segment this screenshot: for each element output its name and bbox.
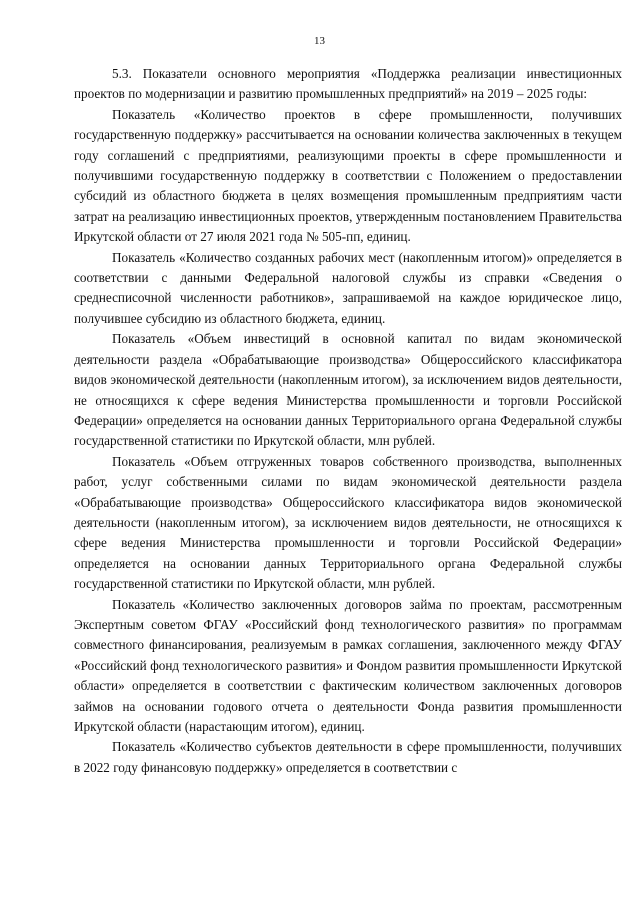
paragraph-supported-entities-indicator: Показатель «Количество субъектов деятельности в сфере промышленности, получивших в 2022 году финансовую поддержку» определяется в соответствии с (74, 739, 622, 775)
paragraph-loan-agreements-indicator: Показатель «Количество заключенных договоров займа по проектам, рассмотренным Экспертным советом ФГАУ «Российский фонд технологического развития» по программам совместного финансирования, реализуемым в рамках соглашения, заключенного между ФГАУ «Российский фонд технологического развития» и Фондом развития промышленности Иркутской области» определяется в соответствии с фактическим количеством заключенных договоров займов на основании годового отчета о деятельности Фонда развития промышленности Иркутской области (нарастающим итогом), единиц. (74, 596, 622, 734)
page-number: 13 (314, 35, 325, 47)
document-body (74, 64, 622, 778)
paragraph-jobs-created-indicator: Показатель «Количество созданных рабочих мест (накопленным итогом)» определяется в соответствии с данными Федеральной налоговой службы из справки «Сведения о среднесписочной численности работников», запрашиваемой на каждое юридическое лицо, получившее субсидию из областного бюджета, единиц. (74, 249, 622, 326)
paragraph-section-5-3-heading: 5.3. Показатели основного мероприятия «Поддержка реализации инвестиционных проектов по модернизации и развитию промышленных предприятий» на 2019 – 2025 годы: (74, 66, 622, 102)
paragraph-investment-volume-indicator: Показатель «Объем инвестиций в основной капитал по видам экономической деятельности раздела «Обрабатывающие производства» Общероссийского классификатора видов экономической деятельности (накопленным итогом), за исключением видов деятельности, не относящихся к сфере ведения Министерства промышленности и торговли Российской Федерации» определяется на основании данных Территориального органа Федеральной службы государственной статистики по Иркутской области, млн рублей. (74, 331, 622, 449)
paragraph-shipped-goods-indicator: Показатель «Объем отгруженных товаров собственного производства, выполненных работ, услуг собственными силами по видам экономической деятельности раздела «Обрабатывающие производства» Общероссийского классификатора видов экономической деятельности (накопленным итогом), за исключением видов деятельности, не относящихся к сфере ведения Министерства промышленности и торговли Российской Федерации» определяется на основании данных Территориального органа Федеральной службы государственной статистики по Иркутской области, млн рублей. (74, 453, 622, 592)
paragraph-projects-count-indicator: Показатель «Количество проектов в сфере промышленности, получивших государственную поддержку» рассчитывается на основании количества заключенных в текущем году соглашений с предприятиями, реализующими проекты в сфере промышленности и получившими государственную поддержку в соответствии с Положением о предоставлении субсидий из областного бюджета в целях возмещения промышленным предприятиям части затрат на реализацию инвестиционных проектов, утвержденным постановлением Правительства Иркутской области от 27 июля 2021 года № 505-пп, единиц. (74, 106, 622, 245)
